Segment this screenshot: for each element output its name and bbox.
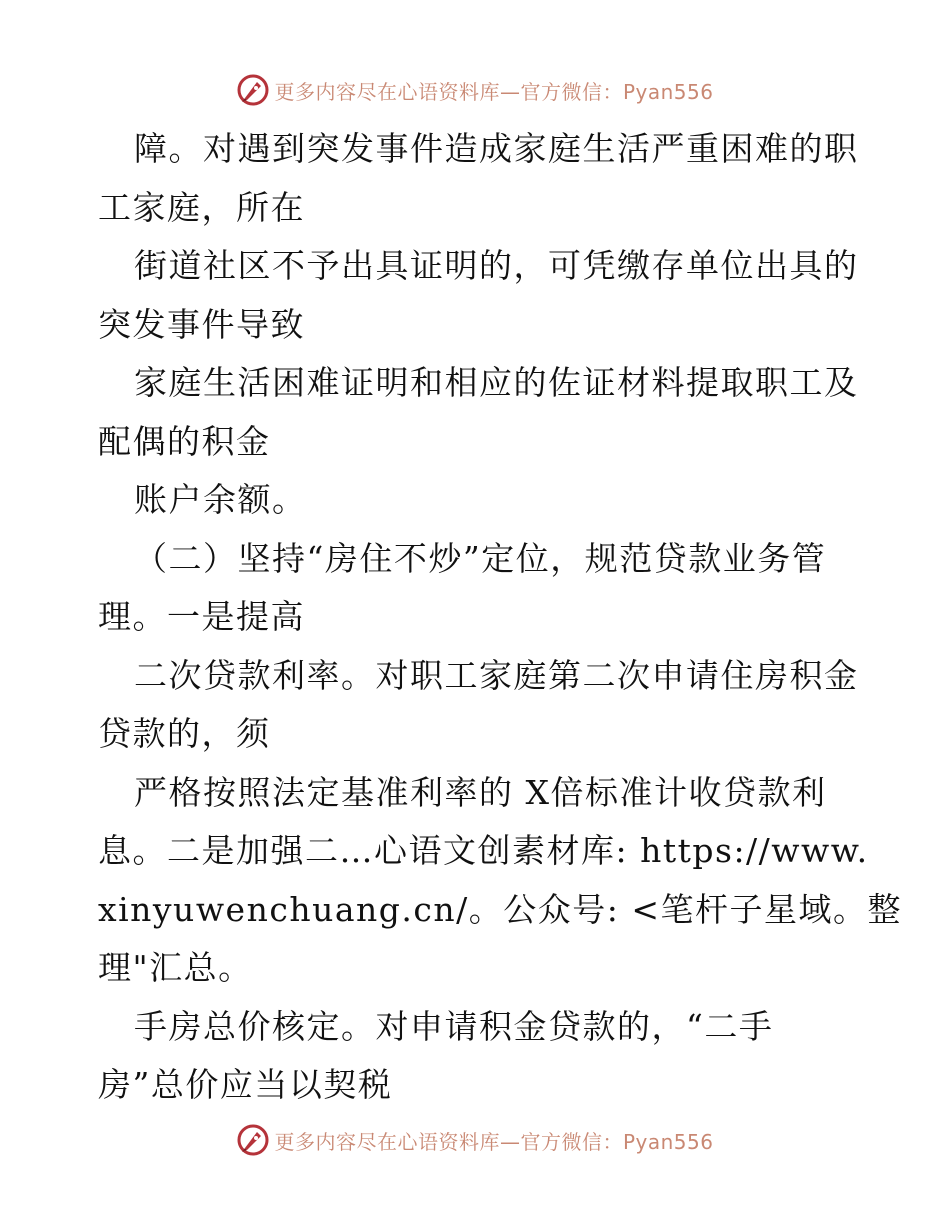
pen-nib-logo-icon (236, 1123, 270, 1157)
footer-banner-text: 更多内容尽在心语资料库—官方微信：Pyan556 (274, 1129, 714, 1154)
text-line: 理。一是提高 (98, 597, 305, 636)
pen-nib-logo-icon (236, 73, 270, 107)
text-line: 息。二是加强二…心语文创素材库: https://www. (98, 831, 869, 870)
text-line: 家庭生活困难证明和相应的佐证材料提取职工及 (134, 363, 859, 402)
text-line: 手房总价核定。对申请积金贷款的，“二手 (134, 1006, 774, 1046)
text-line: 工家庭，所在 (98, 187, 305, 227)
text-line: 严格按照法定基准利率的 X倍标准计收贷款利 (134, 772, 827, 812)
footer-banner (0, 1120, 950, 1160)
document-body (98, 120, 902, 1115)
text-line: 配偶的积金 (98, 421, 271, 461)
text-line: 二次贷款利率。对职工家庭第二次申请住房积金 (134, 655, 859, 695)
text-line: 理"汇总。 (98, 948, 253, 987)
header-banner (0, 70, 950, 110)
text-line: 街道社区不予出具证明的，可凭缴存单位出具的 (134, 246, 859, 285)
text-line: 账户余额。 (134, 480, 307, 519)
text-line: （二）坚持“房住不炒”定位，规范贷款业务管 (134, 538, 827, 578)
header-banner-text: 更多内容尽在心语资料库—官方微信：Pyan556 (274, 79, 714, 104)
text-line: 突发事件导致 (98, 304, 305, 344)
text-line: 房”总价应当以契税 (98, 1065, 393, 1104)
text-line: 贷款的，须 (98, 714, 271, 753)
text-line: 障。对遇到突发事件造成家庭生活严重困难的职 (134, 129, 859, 168)
text-line: xinyuwenchuang.cn/。公众号: <笔杆子星域。整 (98, 889, 902, 929)
